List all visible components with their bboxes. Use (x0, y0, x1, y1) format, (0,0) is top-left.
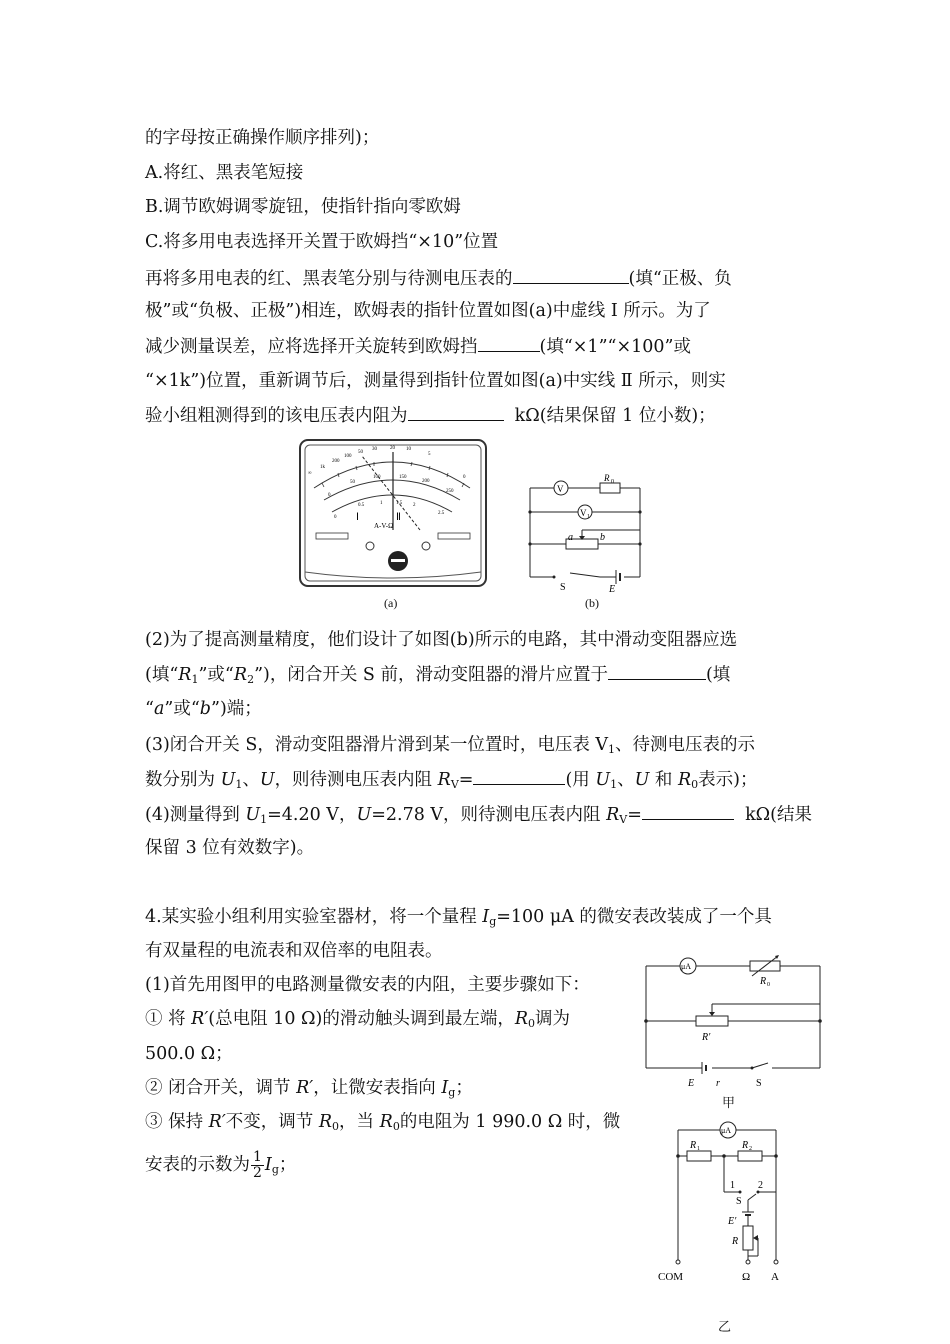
r1-label: R (690, 1140, 697, 1151)
q4-step3-line1: ③ 保持 R′不变，调节 $R_0$，当 $R_0$的电阻为 1 990.0 Ω 时，微 (145, 1112, 621, 1133)
r0-label: R (604, 473, 610, 483)
r0-sub: 0 (767, 982, 770, 988)
r2-label: R (742, 1140, 749, 1151)
q3-part2-line1: (2)为了提高测量精度，他们设计了如图(b)所示的电路，其中滑动变阻器应选 (145, 630, 738, 650)
ohm-tick-label: 0 (463, 475, 466, 480)
figure-a-multimeter (298, 438, 488, 588)
end-b-label: b (600, 532, 605, 543)
ac-tick-label: 0.5 (358, 503, 365, 508)
ac-tick-label: 2.5 (438, 511, 445, 516)
figure-jia-circuit (640, 950, 840, 1112)
internal-r-label: r (716, 1078, 720, 1089)
dc-tick-label: 250 (446, 489, 454, 494)
terminal-ohm: Ω (742, 1271, 751, 1283)
q3-para-line1: 再将多用电表的红、黑表笔分别与待测电压表的 (填“正极、负 (145, 265, 732, 292)
ohm-tick-label: 30 (372, 447, 377, 452)
figure-b-circuit (520, 472, 650, 597)
mark-I: Ⅰ (356, 512, 359, 523)
figure-yi-circuit (650, 1114, 800, 1294)
switch-s-label: S (756, 1078, 762, 1089)
answer-blank-range[interactable] (478, 333, 540, 352)
q4-step2: ② 闭合开关，调节 R′，让微安表指向 $I_g$； (145, 1078, 473, 1099)
r2-sub: 2 (749, 1146, 752, 1152)
dc-tick-label: 200 (422, 479, 430, 484)
end-a-label: a (568, 532, 573, 543)
emf-e-label: E (609, 584, 616, 595)
q3-para-line5: 验小组粗测得到的该电压表内阻为 kΩ(结果保留 1 位小数)； (145, 402, 716, 429)
q4-step1-line1: ① 将 R′(总电阻 10 Ω)的滑动触头调到最左端，$R_0$调为 (145, 1009, 571, 1030)
switch-pos-2: 2 (758, 1180, 763, 1191)
figure-jia-caption: 甲 (722, 1095, 736, 1110)
q4-step1-line2: 500.0 Ω； (145, 1044, 233, 1064)
q3-part3-line2: 数分别为 $U_1$、U，则待测电压表内阻 $R_V=$ (用 $U_1$、U 和 $R_0$表示)； (145, 766, 757, 793)
switch-s-label: S (736, 1196, 742, 1207)
switch-s-label: S (560, 582, 566, 593)
q3-part4-line2: 保留 3 位有效数字)。 (145, 838, 315, 858)
ohm-tick-label: 200 (332, 459, 340, 464)
q3-part2-line2: (填“$R_1$”或“$R_2$”)，闭合开关 S 前，滑动变阻器的滑片应置于 (填 (145, 661, 730, 688)
q4-line1: 4.某实验小组利用实验室器材，将一个量程 $I_g=100$ μA 的微安表改装成了一个具 (145, 907, 772, 928)
ohm-tick-label: 20 (390, 446, 395, 451)
ohm-tick-label: 50 (358, 450, 363, 455)
q3-part3-line1: (3)闭合开关 S，滑动变阻器滑片滑到某一位置时，电压表 $V_1$、待测电压表的示 (145, 735, 756, 756)
ac-tick-label: 0 (334, 515, 337, 520)
ac-tick-label: 2 (413, 503, 416, 508)
r0-sub: 0 (611, 479, 614, 485)
terminal-a: A (771, 1271, 779, 1283)
emf-e-label: E (688, 1078, 695, 1089)
dc-tick-label: 50 (350, 480, 355, 485)
figure-b-caption: (b) (585, 596, 599, 610)
dc-tick-label: 150 (399, 475, 407, 480)
q3-line1: 的字母按正确操作顺序排列)； (145, 128, 380, 148)
ohm-tick-label: 1k (320, 465, 325, 470)
dc-tick-label: 0 (328, 493, 331, 498)
microammeter-label: μA (721, 1126, 732, 1135)
voltmeter-v1-label: V (580, 508, 587, 518)
answer-blank-slider-end[interactable] (608, 661, 706, 680)
ac-tick-label: 1.5 (396, 501, 403, 506)
microammeter-label: μA (681, 962, 692, 971)
q3-para-line4: “×1k”)位置，重新调节后，测量得到指针位置如图(a)中实线 Ⅱ 所示，则实 (145, 371, 726, 391)
answer-blank-rv-value[interactable] (642, 801, 734, 820)
ohm-tick-label: 100 (344, 454, 352, 459)
terminal-com: COM (658, 1271, 684, 1283)
q4-step3-line2: 安表的示数为 $\frac{1}{2}$ $I_g$； (145, 1149, 297, 1181)
voltmeter-v1-sub: 1 (587, 514, 590, 520)
meter-mode-label: A-V-Ω (374, 522, 394, 530)
mark-II: Ⅱ (396, 512, 401, 523)
answer-blank-polarity[interactable] (513, 265, 629, 284)
dc-tick-label: 100 (373, 475, 381, 480)
resistor-r-label: R (732, 1236, 739, 1247)
answer-blank-resistance[interactable] (408, 402, 504, 421)
r0-label: R (760, 976, 767, 987)
figure-yi-caption: 乙 (718, 1319, 732, 1334)
ohm-tick-label: 5 (428, 452, 431, 457)
emf-eprime-label: E′ (728, 1216, 737, 1227)
switch-pos-1: 1 (730, 1180, 735, 1191)
q3-para-line3: 减少测量误差，应将选择开关旋转到欧姆挡 (填“×1”“×100”或 (145, 333, 691, 360)
q3-part4-line1: (4)测量得到 $U_1=4.20$ V，U=2.78 V，则待测电压表内阻 $R_V= k\Omega$(结果 (145, 801, 812, 828)
option-a: A.将红、黑表笔短接 (145, 163, 304, 183)
q3-para-line2: 极”或“负极、正极”)相连，欧姆表的指针位置如图(a)中虚线 Ⅰ 所示。为了 (145, 301, 711, 321)
q4-line2: 有双量程的电流表和双倍率的电阻表。 (145, 941, 443, 961)
ohm-tick-label: 10 (406, 447, 411, 452)
answer-blank-rv-formula[interactable] (473, 766, 565, 785)
rprime-label: R′ (702, 1032, 711, 1043)
q4-line3: (1)首先用图甲的电路测量微安表的内阻，主要步骤如下： (145, 975, 590, 995)
q3-part2-line3: “a”或“b”)端； (145, 699, 262, 719)
fraction-one-half: $\frac{1}{2}$ (253, 1149, 262, 1181)
r1-sub: 1 (697, 1146, 700, 1152)
option-b: B.调节欧姆调零旋钮，使指针指向零欧姆 (145, 197, 461, 217)
option-c: C.将多用电表选择开关置于欧姆挡“×10”位置 (145, 232, 499, 252)
voltmeter-label: V (557, 484, 564, 494)
ohm-tick-label: ∞ (308, 471, 312, 476)
ac-tick-label: 1 (380, 501, 383, 506)
figure-a-caption: (a) (384, 596, 398, 610)
